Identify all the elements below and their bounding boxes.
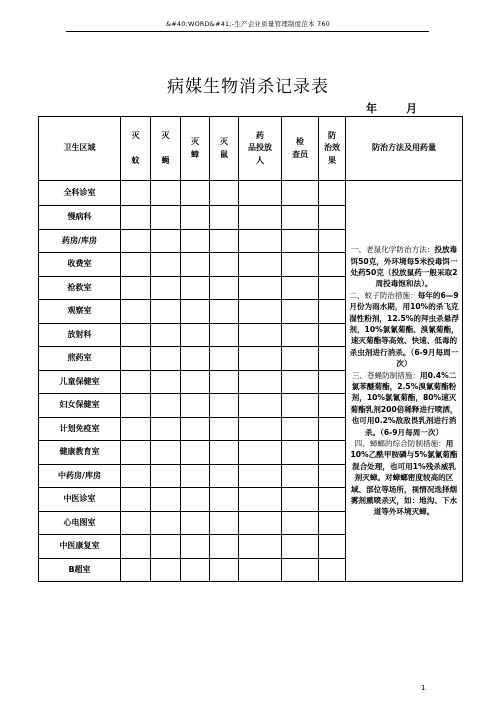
entry-cell[interactable] (282, 253, 319, 277)
entry-cell[interactable] (210, 229, 239, 253)
entry-cell[interactable] (121, 300, 151, 324)
col-drug-dispenser: 药 品投放 人 (239, 117, 282, 181)
entry-cell[interactable] (239, 511, 282, 535)
entry-cell[interactable] (181, 253, 210, 277)
entry-cell[interactable] (151, 535, 181, 559)
entry-cell[interactable] (239, 558, 282, 582)
entry-cell[interactable] (319, 323, 346, 347)
table-row (39, 181, 463, 206)
entry-cell[interactable] (319, 206, 346, 230)
entry-cell[interactable] (121, 206, 151, 230)
col-effect: 防 治效 果 (319, 117, 346, 181)
area-cell: 计划免疫室 (39, 417, 121, 441)
entry-cell[interactable] (319, 181, 346, 206)
entry-cell[interactable] (319, 535, 346, 559)
area-cell: B超室 (39, 558, 121, 582)
entry-cell[interactable] (210, 347, 239, 371)
area-cell: 妇女保健室 (39, 394, 121, 418)
area-cell: 心电图室 (39, 511, 121, 535)
entry-cell[interactable] (151, 394, 181, 418)
entry-cell[interactable] (319, 347, 346, 371)
entry-cell[interactable] (282, 394, 319, 418)
area-cell: 收费室 (39, 253, 121, 277)
entry-cell[interactable] (181, 229, 210, 253)
area-cell: 健康教育室 (39, 441, 121, 465)
entry-cell[interactable] (181, 323, 210, 347)
area-cell: 放射科 (39, 323, 121, 347)
entry-cell[interactable] (210, 464, 239, 488)
area-cell: 全科诊室 (39, 181, 121, 206)
area-cell: 药房/库房 (39, 229, 121, 253)
entry-cell[interactable] (121, 417, 151, 441)
entry-cell[interactable] (181, 488, 210, 512)
entry-cell[interactable] (151, 511, 181, 535)
entry-cell[interactable] (319, 464, 346, 488)
entry-cell[interactable] (210, 417, 239, 441)
header-divider (66, 31, 429, 32)
entry-cell[interactable] (151, 488, 181, 512)
entry-cell[interactable] (319, 394, 346, 418)
area-cell: 中医诊室 (39, 488, 121, 512)
entry-cell[interactable] (151, 464, 181, 488)
entry-cell[interactable] (239, 300, 282, 324)
area-cell: 煎药室 (39, 347, 121, 371)
entry-cell[interactable] (282, 511, 319, 535)
entry-cell[interactable] (151, 253, 181, 277)
entry-cell[interactable] (239, 394, 282, 418)
method-paragraph (349, 244, 459, 290)
col-rat: 灭 鼠 (210, 117, 239, 181)
entry-cell[interactable] (121, 488, 151, 512)
entry-cell[interactable] (210, 276, 239, 300)
entry-cell[interactable] (239, 464, 282, 488)
entry-cell[interactable] (282, 464, 319, 488)
entry-cell[interactable] (121, 276, 151, 300)
page-title: 病媒生物消杀记录表 (167, 77, 329, 97)
area-cell: 中医康复室 (39, 535, 121, 559)
entry-cell[interactable] (121, 511, 151, 535)
document-header: &#40;WORD&#41;-生产企业质量管理制度范本 760 (165, 20, 331, 28)
col-area: 卫生区域 (39, 117, 121, 181)
entry-cell[interactable] (319, 370, 346, 394)
year-label: 年 (366, 102, 377, 115)
entry-cell[interactable] (239, 417, 282, 441)
entry-cell[interactable] (239, 488, 282, 512)
method-paragraph (349, 370, 459, 438)
method-paragraph (349, 290, 459, 370)
entry-cell[interactable] (181, 417, 210, 441)
entry-cell[interactable] (282, 276, 319, 300)
entry-cell[interactable] (282, 558, 319, 582)
entry-cell[interactable] (319, 253, 346, 277)
entry-cell[interactable] (239, 535, 282, 559)
col-fly: 灭 蝇 (151, 117, 181, 181)
entry-cell[interactable] (210, 441, 239, 465)
entry-cell[interactable] (121, 558, 151, 582)
entry-cell[interactable] (151, 441, 181, 465)
entry-cell[interactable] (210, 511, 239, 535)
entry-cell[interactable] (282, 488, 319, 512)
entry-cell[interactable] (282, 417, 319, 441)
page-number: 1 (421, 684, 426, 692)
entry-cell[interactable] (282, 323, 319, 347)
entry-cell[interactable] (121, 441, 151, 465)
entry-cell[interactable] (121, 253, 151, 277)
method-body: 用0.4%二氯苯醚菊酯，2.5%溴氰菊酯粉剂，10%氯氰菊酯，80%速灭菊酯乳剂200倍稀释进行喷洒，也可用0.2%敌敌畏乳剂进行消杀。（6-9月每周一次） (350, 370, 458, 437)
entry-cell[interactable] (181, 300, 210, 324)
area-cell: 观察室 (39, 300, 121, 324)
entry-cell[interactable] (282, 300, 319, 324)
entry-cell[interactable] (239, 253, 282, 277)
entry-cell[interactable] (282, 370, 319, 394)
method-heading: 三、苍蝇防制措施： (351, 370, 421, 380)
entry-cell[interactable] (319, 417, 346, 441)
entry-cell[interactable] (121, 323, 151, 347)
entry-cell[interactable] (210, 488, 239, 512)
entry-cell[interactable] (121, 229, 151, 253)
entry-cell[interactable] (181, 370, 210, 394)
method-body: 用10%乙酰甲胺磷与5%氯氰菊酯混合处理，也可用1%残杀威乳剂灭蟑。对蟑螂密度较高的区域、部位等场所，视情况选择烟雾剂熏喷杀灭，如：地沟、下水道等外环境灭蟑。 (350, 438, 458, 517)
entry-cell[interactable] (239, 441, 282, 465)
month-label: 月 (406, 102, 417, 115)
entry-cell[interactable] (282, 535, 319, 559)
area-cell: 中药房/库房 (39, 464, 121, 488)
entry-cell[interactable] (151, 300, 181, 324)
entry-cell[interactable] (181, 535, 210, 559)
header-row (39, 117, 463, 181)
entry-cell[interactable] (210, 181, 239, 206)
method-body: 投放毒饵50克，外环境每5米投毒饵一处药50克（投放鼠药一般采取2周投毒饱和法）。 (350, 245, 458, 289)
entry-cell[interactable] (282, 347, 319, 371)
entry-cell[interactable] (319, 441, 346, 465)
entry-cell[interactable] (151, 229, 181, 253)
entry-cell[interactable] (181, 558, 210, 582)
col-mosquito: 灭 蚊 (121, 117, 151, 181)
disinfection-record-table (38, 116, 463, 582)
entry-cell[interactable] (151, 347, 181, 371)
entry-cell[interactable] (282, 229, 319, 253)
entry-cell[interactable] (151, 323, 181, 347)
entry-cell[interactable] (282, 441, 319, 465)
entry-cell[interactable] (239, 370, 282, 394)
entry-cell[interactable] (121, 370, 151, 394)
area-cell: 儿童保健室 (39, 370, 121, 394)
entry-cell[interactable] (282, 181, 319, 206)
method-heading: 二、蚊子防治措施： (349, 290, 418, 300)
col-cockroach: 灭 蟑 (181, 117, 210, 181)
entry-cell[interactable] (239, 229, 282, 253)
entry-cell[interactable] (319, 511, 346, 535)
entry-cell[interactable] (319, 229, 346, 253)
entry-cell[interactable] (181, 276, 210, 300)
entry-cell[interactable] (151, 206, 181, 230)
entry-cell[interactable] (121, 347, 151, 371)
entry-cell[interactable] (210, 253, 239, 277)
method-heading: 四、蟑螂的综合防制措施： (354, 438, 446, 448)
entry-cell[interactable] (151, 276, 181, 300)
entry-cell[interactable] (121, 535, 151, 559)
entry-cell[interactable] (210, 535, 239, 559)
entry-cell[interactable] (181, 206, 210, 230)
entry-cell[interactable] (319, 276, 346, 300)
col-method: 防治方法及用药量 (346, 117, 463, 181)
entry-cell[interactable] (181, 181, 210, 206)
entry-cell[interactable] (319, 558, 346, 582)
entry-cell[interactable] (121, 181, 151, 206)
entry-cell[interactable] (151, 417, 181, 441)
method-dosage-cell (346, 181, 463, 582)
entry-cell[interactable] (210, 323, 239, 347)
entry-cell[interactable] (121, 464, 151, 488)
method-body: 每年的6—9月份为雨水期，用10%的杀飞克湿性粉剂，12.5%的拜虫杀悬浮剂，10%氯氰菊酯、溴氰菊酯，速灭菊酯等高效、快速、低毒的杀虫剂进行消杀。（6-9月每周一次） (349, 290, 459, 369)
area-cell: 抢救室 (39, 276, 121, 300)
entry-cell[interactable] (239, 276, 282, 300)
entry-cell[interactable] (210, 394, 239, 418)
entry-cell[interactable] (181, 511, 210, 535)
entry-cell[interactable] (181, 347, 210, 371)
entry-cell[interactable] (121, 394, 151, 418)
entry-cell[interactable] (210, 206, 239, 230)
entry-cell[interactable] (239, 181, 282, 206)
entry-cell[interactable] (319, 300, 346, 324)
entry-cell[interactable] (210, 370, 239, 394)
entry-cell[interactable] (210, 300, 239, 324)
entry-cell[interactable] (151, 181, 181, 206)
entry-cell[interactable] (282, 206, 319, 230)
entry-cell[interactable] (151, 370, 181, 394)
area-cell: 慢病科 (39, 206, 121, 230)
entry-cell[interactable] (210, 558, 239, 582)
entry-cell[interactable] (319, 488, 346, 512)
entry-cell[interactable] (181, 441, 210, 465)
method-heading: 一、老鼠化学防治方法： (350, 245, 435, 255)
entry-cell[interactable] (239, 323, 282, 347)
entry-cell[interactable] (151, 558, 181, 582)
col-inspector: 检 查员 (282, 117, 319, 181)
entry-cell[interactable] (181, 464, 210, 488)
method-paragraph (349, 438, 459, 518)
entry-cell[interactable] (239, 206, 282, 230)
entry-cell[interactable] (239, 347, 282, 371)
entry-cell[interactable] (181, 394, 210, 418)
